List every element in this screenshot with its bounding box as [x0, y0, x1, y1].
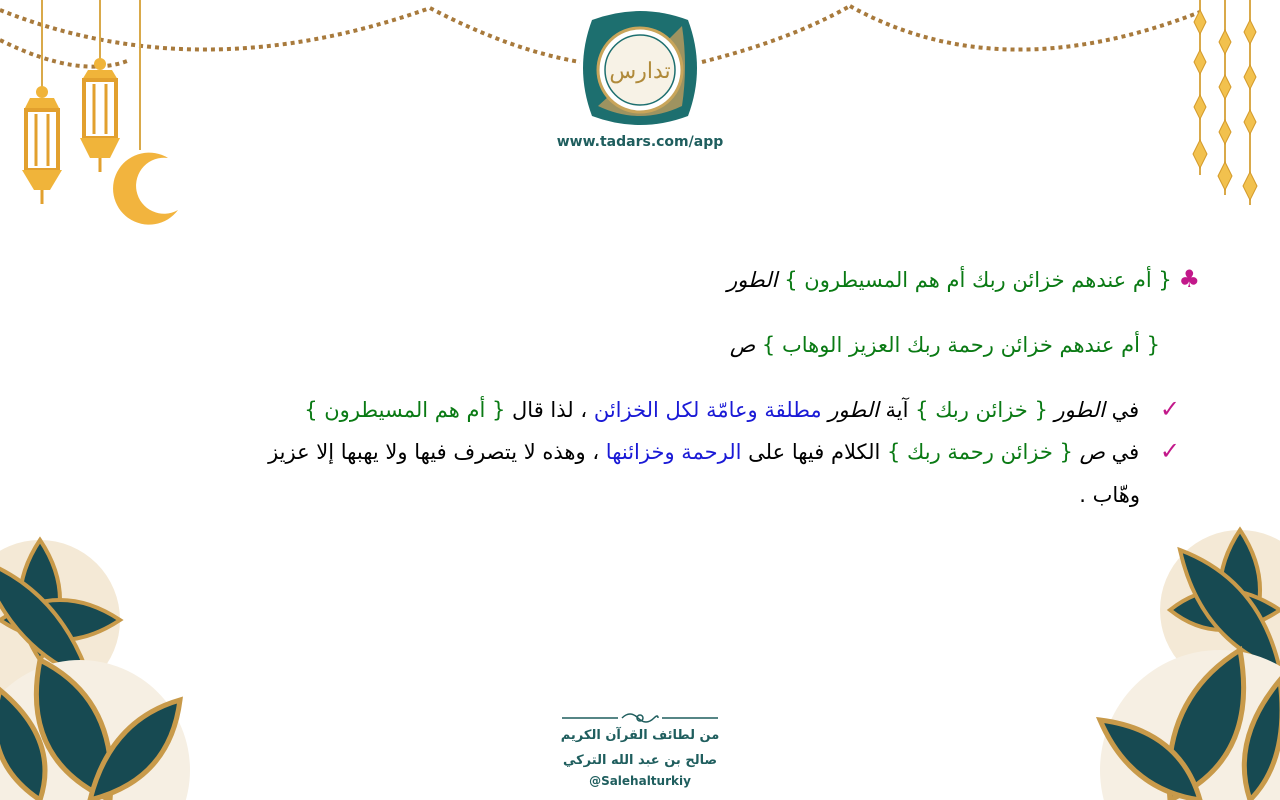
- surah-name-sad: ص: [729, 333, 756, 357]
- point-quote: { خزائن رحمة ربك }: [887, 440, 1073, 464]
- logo-text: تدارس: [609, 59, 671, 84]
- verse-open-brace: {: [1158, 268, 1172, 292]
- garland-right: [702, 6, 1200, 62]
- verse-open-brace: {: [1146, 333, 1160, 357]
- logo-badge-icon: [578, 6, 702, 130]
- footer-handle[interactable]: @Salehalturkiy: [589, 774, 691, 788]
- lantern-right: [80, 0, 120, 172]
- point-sad: [268, 437, 1180, 465]
- footer-series-title: من لطائف القرآن الكريم: [560, 728, 720, 743]
- check-mark-icon: ✓: [1159, 395, 1180, 423]
- point-quote: { خزائن ربك }: [915, 398, 1048, 422]
- footer-credits: [540, 712, 740, 788]
- point-desc: الرحمة وخزائنها: [605, 440, 742, 464]
- footer-author: صالح بن عبد الله التركي: [562, 753, 718, 768]
- point-surah: ص: [1079, 440, 1105, 464]
- verse-close-brace: }: [761, 333, 776, 357]
- point-rest: ، لذا قال: [512, 398, 588, 422]
- mandala-bottom-left: [0, 540, 190, 800]
- point-sad-continuation: [1079, 483, 1140, 507]
- site-url-link[interactable]: www.tadars.com/app: [556, 134, 724, 150]
- point-tur: [304, 395, 1180, 423]
- verse-line-sad: [730, 333, 1160, 357]
- surah-name-tur: الطور: [727, 268, 778, 292]
- point-quote-2: { أم هم المسيطرون }: [304, 398, 506, 422]
- point-prefix: في: [1111, 398, 1140, 422]
- hanging-diamonds: [1193, 0, 1257, 205]
- verse-text-tur: أم عندهم خزائن ربك أم هم المسيطرون: [804, 268, 1152, 292]
- point-surah: الطور: [1054, 398, 1105, 422]
- point-mid: آية: [885, 398, 909, 422]
- verse-line-tur: [727, 265, 1200, 293]
- point-mid: الكلام فيها على: [748, 440, 881, 464]
- check-mark-icon: ✓: [1159, 437, 1180, 465]
- club-bullet-icon: ♣: [1178, 265, 1200, 293]
- point-desc: مطلقة وعامّة لكل الخزائن: [593, 398, 822, 422]
- verse-close-brace: }: [784, 268, 798, 292]
- garland-left: [0, 8, 580, 67]
- point-continuation: وهّاب .: [1079, 483, 1140, 507]
- mandala-bottom-right: [1100, 530, 1280, 800]
- point-surah-2: الطور: [828, 398, 879, 422]
- crescent-moon: [113, 0, 178, 225]
- app-logo[interactable]: [578, 6, 702, 130]
- point-prefix: في: [1111, 440, 1140, 464]
- verse-text-sad: أم عندهم خزائن رحمة ربك العزيز الوهاب: [781, 333, 1140, 357]
- point-rest: ، وهذه لا يتصرف فيها ولا يهبها إلا عزيز: [268, 440, 600, 464]
